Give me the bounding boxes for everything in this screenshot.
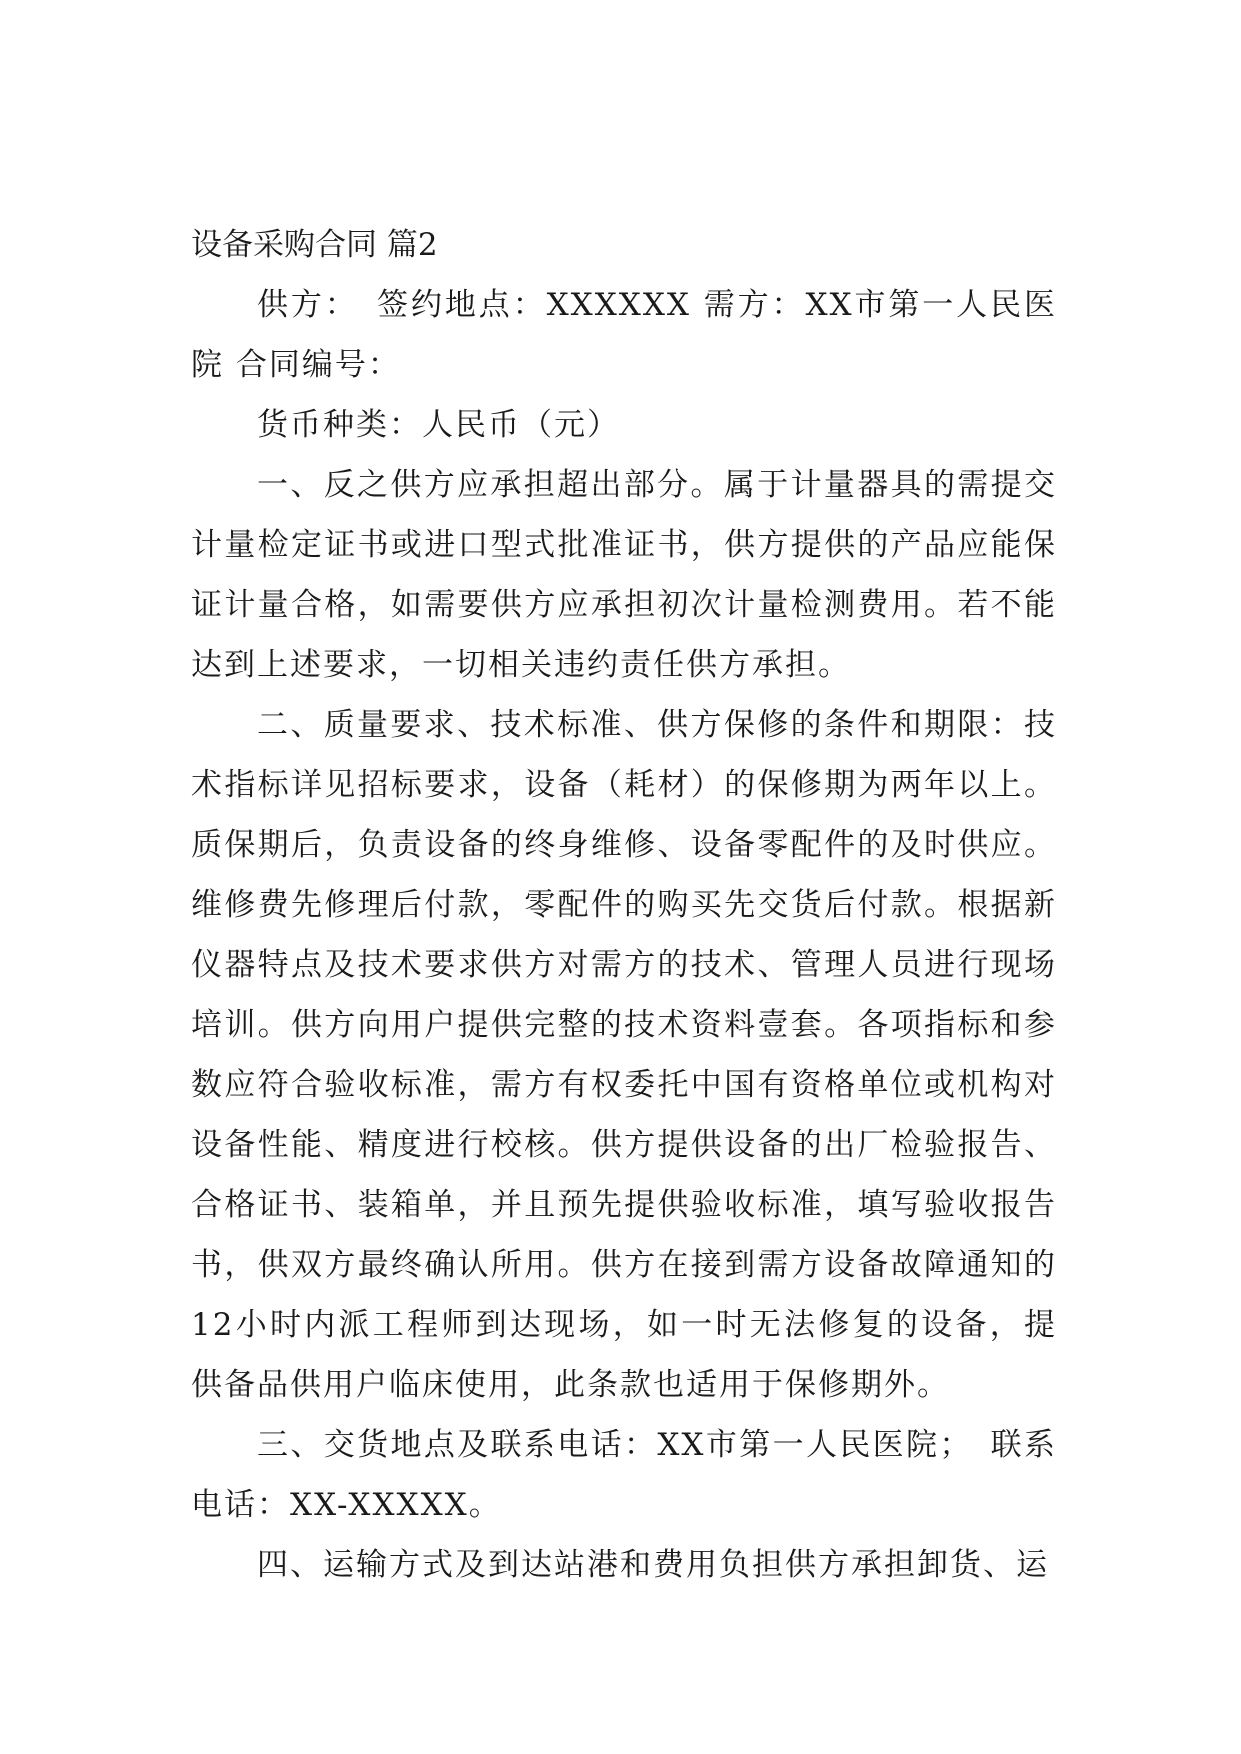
- paragraph-currency: 货币种类：人民币（元）: [257, 407, 620, 443]
- paragraph-clause-2: 二、质量要求、技术标准、供方保修的条件和期限：技术指标详见招标要求，设备（耗材）的保修期为两年以上。质保期后，负责设备的终身维修、设备零配件的及时供应。维修费先修理后付款，零配件的购买先交货后付款。根据新仪器特点及技术要求供方对需方的技术、管理人员进行现场培训。供方向用户提供完整的技术资料壹套。各项指标和参数应符合验收标准，需方有权委托中国有资格单位或机构对设备性能、精度进行校核。供方提供设备的出厂检验报告、合格证书、装箱单，并且预先提供验收标准，填写验收报告书，供双方最终确认所用。供方在接到需方设备故障通知的12小时内派工程师到达现场，如一时无法修复的设备，提供备品供用户临床使用，此条款也适用于保修期外。: [191, 707, 1057, 1403]
- paragraph-clause-4: 四、运输方式及到达站港和费用负担供方承担卸货、运: [257, 1547, 1049, 1583]
- paragraph-clause-1: 一、反之供方应承担超出部分。属于计量器具的需提交计量检定证书或进口型式批准证书，供方提供的产品应能保证计量合格，如需要供方应承担初次计量检测费用。若不能达到上述要求，一切相关违约责任供方承担。: [191, 467, 1057, 683]
- paragraph-parties: 供方： 签约地点：XXXXXX 需方：XX市第一人民医院 合同编号：: [191, 287, 1057, 383]
- document-title: 设备采购合同 篇2: [191, 227, 438, 263]
- paragraph-clause-3: 三、交货地点及联系电话：XX市第一人民医院； 联系电话：XX-XXXXX。: [191, 1427, 1057, 1523]
- document-body: [191, 215, 1057, 1595]
